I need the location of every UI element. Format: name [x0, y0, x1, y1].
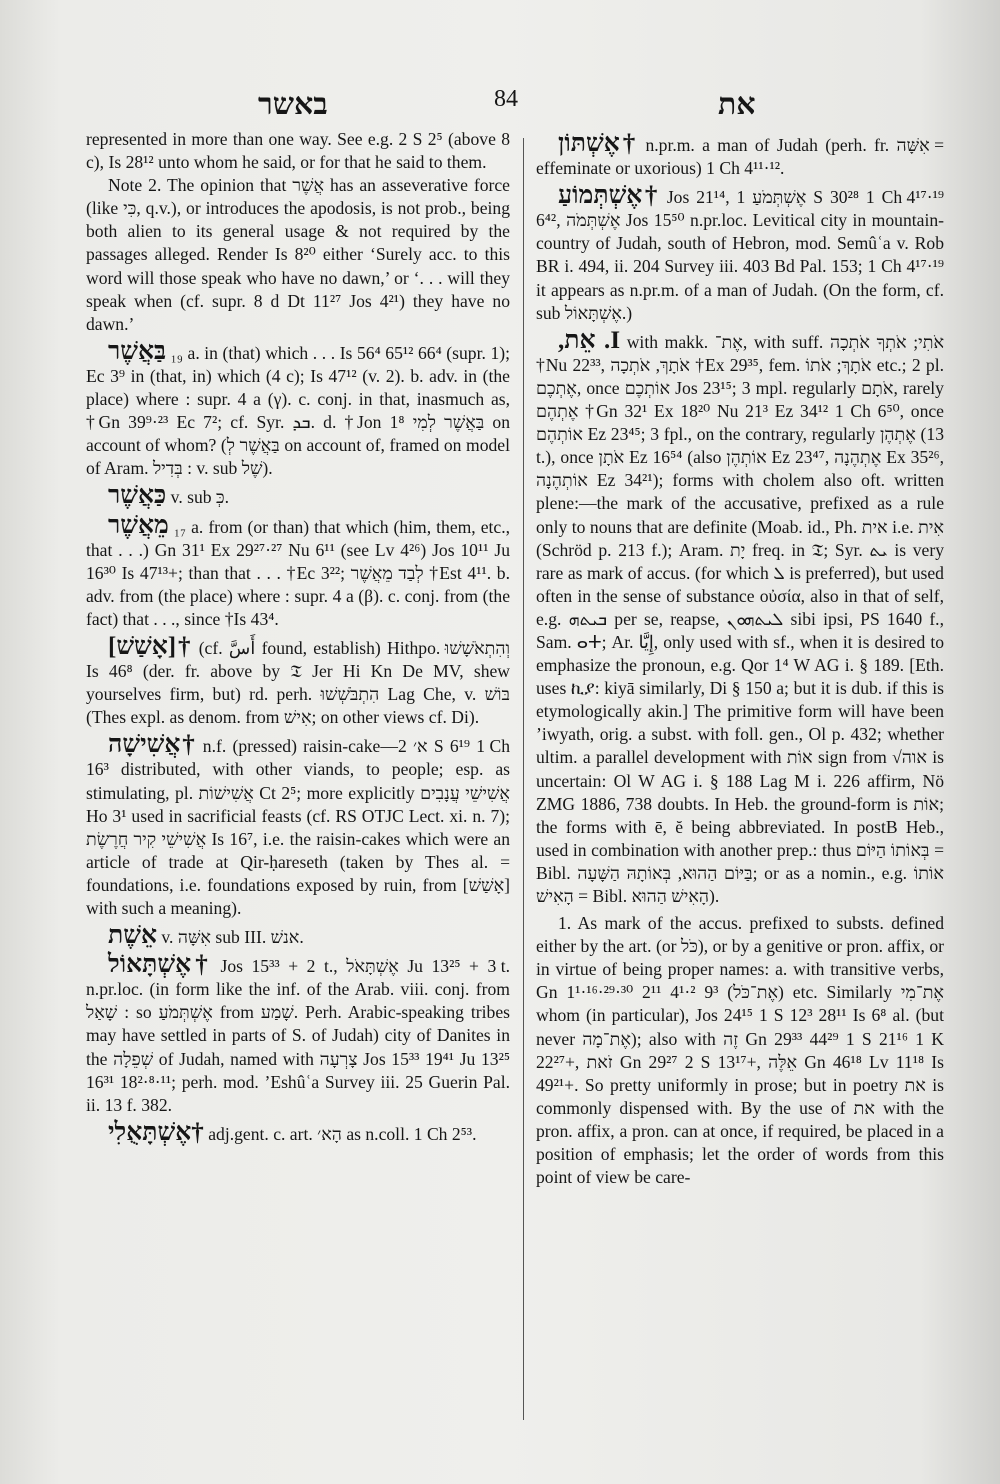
headword: כַּאֲשֶׁר [108, 482, 167, 510]
entry-ashishah [86, 733, 510, 920]
entry-eshtaol [86, 953, 510, 1117]
entry-eshtemoa [536, 184, 944, 325]
entry-eth [536, 326, 944, 908]
headword: †אֶשְׁתָּאֻלִי [108, 1118, 204, 1146]
headword: †אֲשִׁישָׁה [108, 731, 197, 759]
page-number: 84 [494, 86, 518, 112]
headword: מֵאֲשֶׁר [108, 511, 169, 539]
entry-body: n.pr.m. a man of Judah (perh. fr. אִשָּׁה = effeminate or uxorious) 1 Ch 4¹¹·¹². [536, 135, 944, 179]
column-rule [523, 138, 524, 1420]
entry-eshton [536, 132, 944, 180]
headword: †[אָשַׁשׁ] [108, 632, 193, 660]
page-header [80, 88, 940, 128]
entry-ashash [86, 632, 510, 729]
headword: †אֶשְׁתָּאוֹל [108, 951, 212, 979]
entry-measher [86, 511, 510, 631]
entry-body: v. sub כְּ. [170, 487, 229, 508]
entry-body: ₁₉ a. in (that) which . . . Is 56⁴ 65¹² 66⁴ (supr. 1); Ec 3⁹ in (that, in) which (4 c); Is 47¹² (v. 2). b. adv. in (the place) where : supr. 4 a (γ). c. conj. in that, inasmuch as, †Gn 39⁹·²³ Ec 7²; cf. Syr. ܒܕ. d. †Jon 1⁸ בַּאֲשֶׁר לְמִי on account of whom? (בַּאֲשֶׁר לְ on account of, framed on model of Aram. בְּדִיל : v. sub שֶׁל). [86, 342, 510, 479]
continued-text: represented in more than one way. See e.g. 2 S 2⁵ (above 8 c), Is 28¹² unto whom he said, or for that he said to them. [86, 129, 510, 173]
entry-kaasher [86, 484, 510, 509]
entry-body: Jos 21¹⁴, אֶשְׁתְּמֹעַ 1 S 30²⁸ 1 Ch 4¹⁷·¹⁹ 6⁴², אֶשְׁתְּמֹה Jos 15⁵⁰ n.pr.loc. Levitical city in mountain-country of Judah, south of Hebron, mod. Semûʿa v. Rob BR i. 494, ii. 204 Survey iii. 403 Bd Pal. 153; 1 Ch 4¹⁷·¹⁹ it appears as n.pr.m. of a man of Judah. (On the form, cf. sub אֶשְׁתָּאוֹל.) [536, 187, 944, 323]
right-column [536, 128, 944, 1428]
entry-body: Jos 15³³ + 2 t., אֶשְׁתָּאֹל Ju 13²⁵ + 3 t. n.pr.loc. (in form like the inf. of the Arab. viii. conj. from שָׁאַל : so אֶשְׁתְּמֹעַ from שָׁמַע. Perh. Arabic-speaking tribes may have settled in parts of S. of Judah) city of Danites in the שְׁפֵלָה of Judah, named with צָרְעָה Jos 15³³ 19⁴¹ Ju 13²⁵ 16³¹ 18²·⁸·¹¹; perh. mod. ’Eshûʿa Survey iii. 25 Guerin Pal. ii. 13 f. 382. [86, 956, 510, 1115]
headword: I. אֵת, [558, 326, 621, 354]
entry-esheth [86, 924, 510, 949]
headword: †אֶשְׁתּוֹן [558, 130, 639, 157]
running-head-right: את [718, 88, 756, 121]
entry-body: with makk. אֶת־, with suff. אֹתִי; אֹתְךָ אֹתְכָה †Nu 22³³, אֹתָךְ, אֹתְכָה †Ex 29³⁵, fem. אֹתָךְ; אֹתוֹ etc.; 2 pl. אֶתְכֶם, once אוֹתְכֶם Jos 23¹⁵; 3 mpl. regularly אֹתָם, rarely אֶתְהֶם †Gn 32¹ Ex 18²⁰ Nu 21³ Ez 34¹² 1 Ch 6⁵⁰, once אוֹתְהֶם Ez 23⁴⁵; 3 fpl., on the contrary, regularly אֶתְהֶן (13 t.), once אֹתָן Ez 16⁵⁴ (also אוֹתְהֶן Ez 23⁴⁷, אֶתְהֶנָה Ex 35²⁶, אוֹתְהֶנָה Ez 34²¹); forms with cholem also oft. written plene:—the mark of the accusative, prefixed as a rule only to nouns that are definite (Moab. id., Ph. אית i.e. אִית (Schröd p. 213 f.); Aram. יָת freq. in 𝔗; Syr. ܝܬ is very rare as mark of accus. (for which ܠ is preferred), but used often in the sense of substance οὐσία, also in that of self, e.g. ܒܝܬܗ per se, reapse, ܠܝܬܗܘܢ sibi ipsi, PS 1640 f., Sam. ⴰⵜ; Ar. إِيَّا, only used with sf., when it is desired to emphasize the pronoun, e.g. Qor 1⁴ W AG i. § 189. [Eth. uses ኪያ: kiyā similarly, Di § 150 a; but it is dub. if this is etymologically akin.] The primitive form will have been ’iwyath, orig. a subst. with foll. gen., Ol p. 432; whether ultim. a parallel development with אוֹת sign from √אוה is uncertain: Ol W AG i. § 188 Lag M i. 226 affirm, Nö ZMG 1886, 738 doubts. In Heb. the ground-form is אוֹת; the forms with ē, ĕ being abbreviated. In postB Heb., used in combination with another prep.: thus בְּאוֹתוֹ הַיּוֹם = Bibl. בַּיּוֹם הַהוּא, בְּאוֹתָהּ הַשָּׁעָה; or as a nomin., e.g. אוֹתוֹ הָאִישׁ = Bibl. הָאִישׁ הַהוּא). [536, 331, 944, 906]
entry-body: ₁₇ a. from (or than) that which (him, them, etc., that . . .) Gn 31¹ Ex 29²⁷·²⁷ Nu 6¹¹ (see Lv 4²⁶) Jos 10¹¹ Ju 16³⁰ Is 47¹³+; than that . . . †Ec 3²²; לְבַד מֵאֲשֶׁר †Est 4¹¹. b. adv. from (the place) where : supr. 4 a (β). c. conj. from (the fact) that . . ., since †Is 43⁴. [86, 516, 510, 629]
left-column [86, 128, 510, 1428]
headword: †אֶשְׁתְּמוֹעַ [558, 182, 660, 210]
entry-eshtauli [86, 1118, 510, 1146]
entry-baasher [86, 337, 510, 481]
entry-body: (cf. أَسَّ found, establish) Hithpo. וְהִתְאֹשָׁשׁוּ Is 46⁸ (der. fr. above by 𝔗 Jer Hi Kn De MV, shew yourselves firm, but) rd. perh. הִתְבֹּשְׁשׁוּ Lag Che, v. בּוֹשׁ (Thes expl. as denom. from אִישׁ; on other views cf. Di). [86, 637, 510, 728]
section-1: 1. As mark of the accus. prefixed to substs. defined either by the art. (or כֹּל), or by a genitive or pron. affix, or in virtue of being proper names: a. with transitive verbs, Gn 1¹·¹⁶·²⁹·³⁰ 2¹¹ 4¹·² 9³ (אֶת־כֹּל) etc. Similarly אֶת־מִי whom (in particular), Jos 24¹⁵ 1 S 12³ 28¹¹ Is 6⁸ al. (but never אֶת־מָה); also with זֶה Gn 29³³ 44²⁹ 1 S 21¹⁶ 1 K 22²⁷+, זֹאת Gn 29²⁷ 2 S 13¹⁷+, אֵלֶּה Gn 46¹⁸ Lv 11¹⁸ Is 49²¹+. So pretty uniformly in prose; but in poetry את is commonly dispensed with. By the use of את with the pron. affix, a pron. can at once, if required, be placed in a position of emphasis; let the order of words from this point of view be care- [536, 913, 944, 1188]
entry-body: v. אִשָּׁה sub III. אנשׁ. [161, 927, 304, 948]
entry-body: adj.gent. c. art. הָא׳ as n.coll. 1 Ch 2⁵³. [208, 1123, 477, 1144]
headword: בַּאֲשֶׁר [108, 337, 167, 365]
note-2: Note 2. The opinion that אֲשֶׁר has an asseverative force (like כִּי, q.v.), or introduces the apodosis, is not prob., being both alien to its general usage & not required by the passages alleged. Render Is 8²⁰ either ‘Surely acc. to this word will those speak who have no dawn,’ or ‘. . . will they speak when (cf. supr. 8 d Dt 11²⁷ Jos 4²¹) they have no dawn.’ [86, 175, 510, 334]
headword: אֵשֶׁת [108, 922, 157, 950]
entry-body: n.f. (pressed) raisin-cake—א׳ 2 S 6¹⁹ 1 Ch 16³ distributed, with other viands, to people; esp. as stimulating, pl. אֲשִׁישׁוֹת Ct 2⁵; more explicitly אֲשִׁישֵׁי עֲנָבִים Ho 3¹ used in sacrificial feasts (cf. RS OTJC Lect. xi. n. 7); אֲשִׁישֵׁי קִיר חֲרֶשֶׂת Is 16⁷, i.e. the raisin-cakes which were an article of trade at Qir-ḥareseth (taken by Thes al. = foundations, i.e. foundations exposed by ruin, from [אָשַׁשׁ] with such a meaning). [86, 736, 510, 918]
running-head-left: באשר [258, 88, 328, 121]
